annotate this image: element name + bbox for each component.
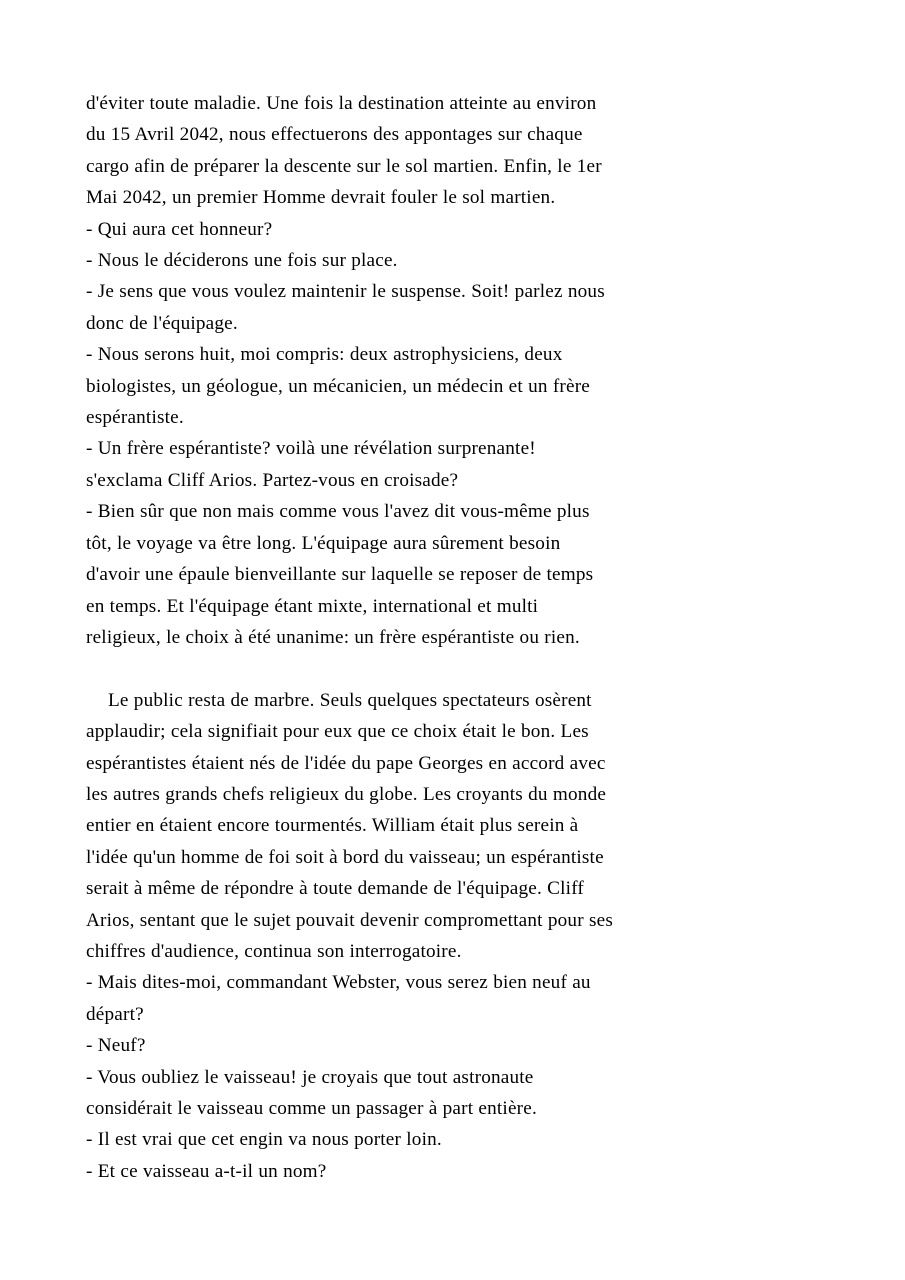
text-line: - Nous serons huit, moi compris: deux astrophysiciens, deux xyxy=(86,344,563,366)
text-line: - Vous oubliez le vaisseau! je croyais que tout astronaute xyxy=(86,1066,534,1088)
document-body xyxy=(86,88,822,1187)
text-line: chiffres d'audience, continua son interrogatoire. xyxy=(86,940,462,962)
text-line: - Qui aura cet honneur? xyxy=(86,218,273,240)
text-line: donc de l'équipage. xyxy=(86,312,238,334)
text-line: entier en étaient encore tourmentés. William était plus serein à xyxy=(86,815,579,837)
text-line: - Bien sûr que non mais comme vous l'avez dit vous-même plus xyxy=(86,501,590,523)
text-line: - Il est vrai que cet engin va nous porter loin. xyxy=(86,1129,442,1151)
text-line: s'exclama Cliff Arios. Partez-vous en croisade? xyxy=(86,469,459,491)
text-line: tôt, le voyage va être long. L'équipage aura sûrement besoin xyxy=(86,532,561,554)
text-line: - Nous le déciderons une fois sur place. xyxy=(86,250,398,272)
text-line: d'éviter toute maladie. Une fois la destination atteinte au environ xyxy=(86,93,597,114)
text-line: - Un frère espérantiste? voilà une révélation surprenante! xyxy=(86,438,536,460)
text-line: considérait le vaisseau comme un passager à part entière. xyxy=(86,1097,537,1119)
text-line: Arios, sentant que le sujet pouvait devenir compromettant pour ses xyxy=(86,909,614,931)
text-line: les autres grands chefs religieux du globe. Les croyants du monde xyxy=(86,783,607,805)
text-line: d'avoir une épaule bienveillante sur laquelle se reposer de temps xyxy=(86,564,594,586)
text-line: biologistes, un géologue, un mécanicien, un médecin et un frère xyxy=(86,375,591,397)
text-line: - Et ce vaisseau a-t-il un nom? xyxy=(86,1160,327,1182)
text-line-content: Le public resta de marbre. Seuls quelques spectateurs osèrent xyxy=(108,689,592,711)
text-line: espérantiste. xyxy=(86,407,184,429)
text-line: l'idée qu'un homme de foi soit à bord du vaisseau; un espérantiste xyxy=(86,846,604,868)
paragraph-1 xyxy=(86,88,822,653)
text-column xyxy=(86,88,822,1187)
text-line: Mai 2042, un premier Homme devrait fouler le sol martien. xyxy=(86,187,556,209)
text-line: applaudir; cela signifiait pour eux que ce choix était le bon. Les xyxy=(86,721,589,743)
paragraph-spacer xyxy=(86,653,822,684)
text-line: du 15 Avril 2042, nous effectuerons des appontages sur chaque xyxy=(86,124,583,146)
text-line: religieux, le choix à été unanime: un frère espérantiste ou rien. xyxy=(86,626,580,648)
text-line: départ? xyxy=(86,1003,144,1025)
text-line: cargo afin de préparer la descente sur le sol martien. Enfin, le 1er xyxy=(86,155,602,177)
text-line: - Mais dites-moi, commandant Webster, vous serez bien neuf au xyxy=(86,972,591,994)
text-line: espérantistes étaient nés de l'idée du pape Georges en accord avec xyxy=(86,752,606,774)
text-line: - Neuf? xyxy=(86,1035,146,1057)
text-line: serait à même de répondre à toute demande de l'équipage. Cliff xyxy=(86,878,585,900)
text-line: - Je sens que vous voulez maintenir le suspense. Soit! parlez nous xyxy=(86,281,605,303)
text-line: en temps. Et l'équipage étant mixte, international et multi xyxy=(86,595,539,617)
text-line xyxy=(86,685,822,716)
paragraph-2 xyxy=(86,685,822,1188)
